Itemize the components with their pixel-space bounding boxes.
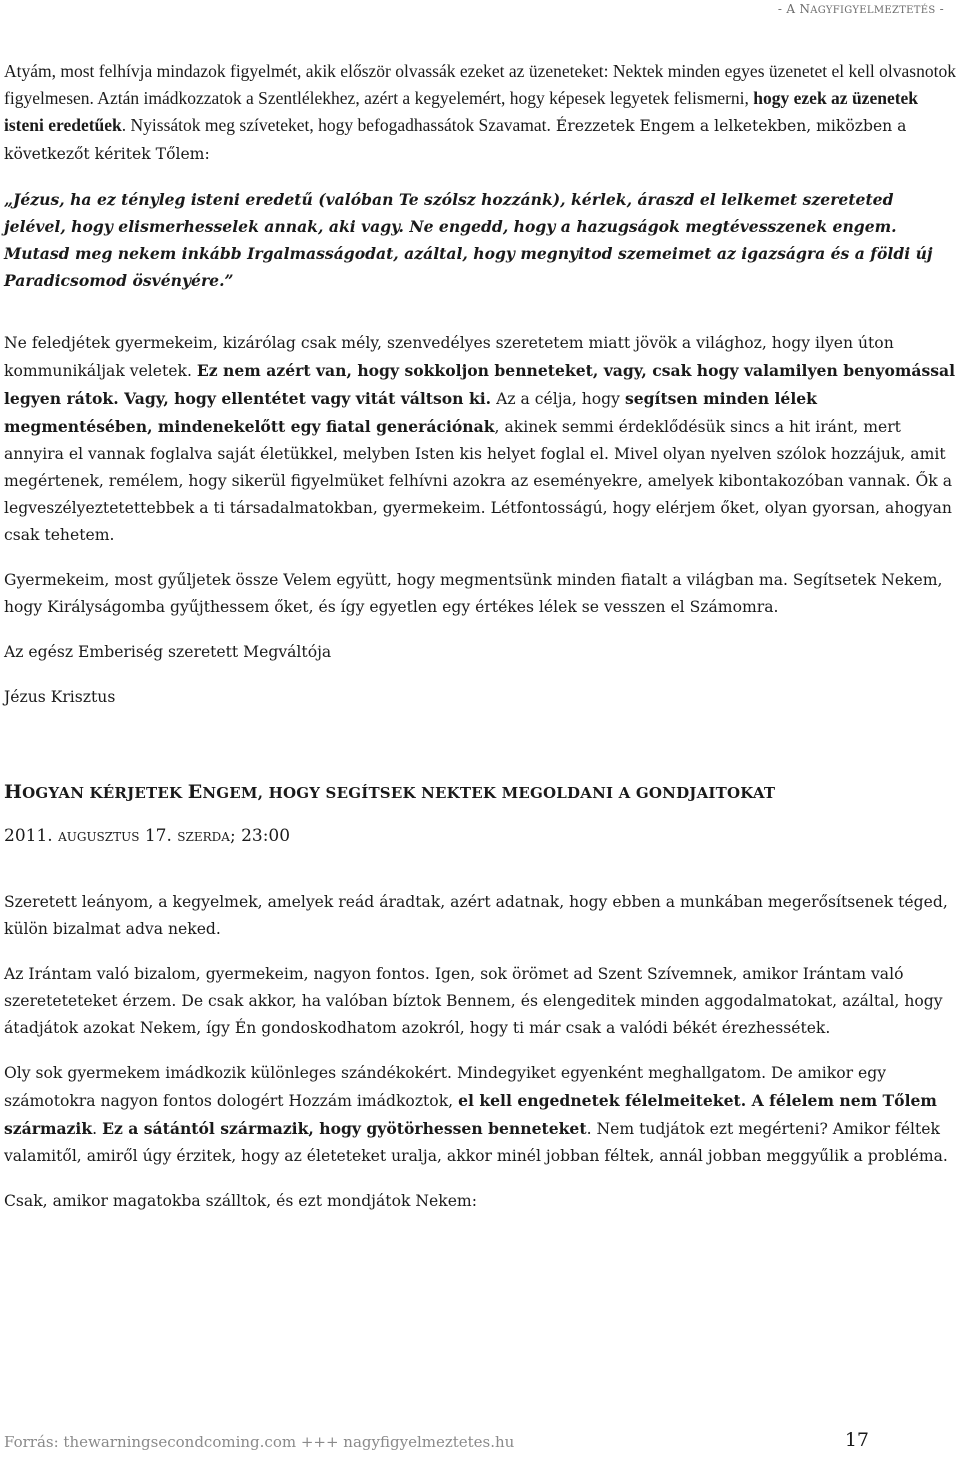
prayer-quote: „Jézus, ha ez tényleg isteni eredetű (valóban Te szólsz hozzánk), kérlek, áraszd el lelkemet szereteted jelével, hogy elismerhesselek annak, aki vagy. Ne engedd, hogy a hazugságok megtévesszenek engem. Mutasd meg nekem inkább Irgalmasságodat, azáltal, hogy megnyitod szemeimet az igazságra és a földi új Paradicsomod ösvényére.” [4,190,933,290]
page-number: 17 [844,1429,869,1451]
intro-paragraph: Atyám, most felhívja mindazok figyelmét, akik először olvassák ezeket az üzeneteket: Nektek minden egyes üzenetet el kell olvasnotok figyelmesen. Aztán imádkozzatok a Szentlélekhez, azért a kegyelemért, hogy képesek legyetek felismerni, hogy ezek az üzenetek isteni eredetűek. Nyissátok meg szíveteket, hogy befogadhassátok Szavamat. Érezzetek Engem a lelketekben, miközben a következőt kéritek Tőlem: [4,61,956,163]
message-paragraph-2: Gyermekeim, most gyűljetek össze Velem együtt, hogy megmentsünk minden fiatalt a világban ma. Segítsetek Nekem, hogy Királyságomba gyűjthessem őket, és így egyetlen egy értékes lélek se vesszen el Számomra. [4,571,943,616]
message-paragraph-1: Ne feledjétek gyermekeim, kizárólag csak mély, szenvedélyes szeretetem miatt jövök a világhoz, hogy ilyen úton kommunikáljak veletek. Ez nem azért van, hogy sokkoljon benneteket, vagy, csak hogy valamilyen benyomással legyen rátok. Vagy, hogy ellentétet vagy vitát váltson ki. Az a célja, hogy segítsen minden lélek megmentésében, mindenekelőtt egy fiatal generációnak, akinek semmi érdeklődésük sincs a hit iránt, mert annyira el vannak foglalva saját életükkel, melyben Isten kis helyet foglal el. Mivel olyan nyelven szólok hozzájuk, amit megértenek, remélem, hogy sikerül figyelmüket felhívni azokra az eseményekre, amelyek kibontakozóban vannak. Ők a legveszélyeztetettebbek a ti társadalmatokban, gyermekeim. Létfontosságú, hogy elérjem őket, olyan gyorsan, ahogyan csak tehetem. [4,334,956,544]
running-header: - A NAGYFIGYELMEZTETÉS - [777,2,944,16]
page-footer [4,1429,869,1451]
section-date: 2011. AUGUSZTUS 17. SZERDA; 23:00 [4,826,291,846]
message-paragraph-5: Oly sok gyermekem imádkozik különleges szándékokért. Mindegyiket egyenként meghallgatom. De amikor egy számotokra nagyon fontos dologért Hozzám imádkoztok, el kell engednetek félelmeiteket. A félelem nem Tőlem származik. Ez a sátántól származik, hogy gyötörhessen benneteket. Nem tudjátok ezt megérteni? Amikor féltek valamitől, amiről úgy érzitek, hogy az életeteket uralja, akkor minél jobban féltek, annál jobban meggyűlik a probléma. [4,1064,948,1165]
section-heading-block [4,779,956,851]
section-title: HOGYAN KÉRJETEK ENGEM, HOGY SEGÍTSEK NEKTEK MEGOLDANI A GONDJAITOKAT [4,781,776,803]
signature-line-1: Az egész Emberiség szeretett Megváltója [4,643,332,661]
message-paragraph-3: Szeretett leányom, a kegyelmek, amelyek reád áradtak, azért adatnak, hogy ebben a munkában megerősítsenek téged, külön bizalmat adva neked. [4,893,948,938]
signature-line-2: Jézus Krisztus [4,688,116,706]
footer-source: Forrás: thewarningsecondcoming.com +++ nagyfigyelmeztetes.hu [4,1433,515,1451]
page-content [4,58,956,1215]
message-paragraph-6: Csak, amikor magatokba szálltok, és ezt mondjátok Nekem: [4,1192,477,1210]
message-paragraph-4: Az Irántam való bizalom, gyermekeim, nagyon fontos. Igen, sok örömet ad Szent Szívemnek, amikor Irántam való szereteteteket érzem. De csak akkor, ha valóban bíztok Bennem, és elengeditek minden aggodalmatokat, azáltal, hogy átadjátok azokat Nekem, így Én gondoskodhatom azokról, hogy ti már csak a valódi békét érezhessétek. [4,965,943,1037]
